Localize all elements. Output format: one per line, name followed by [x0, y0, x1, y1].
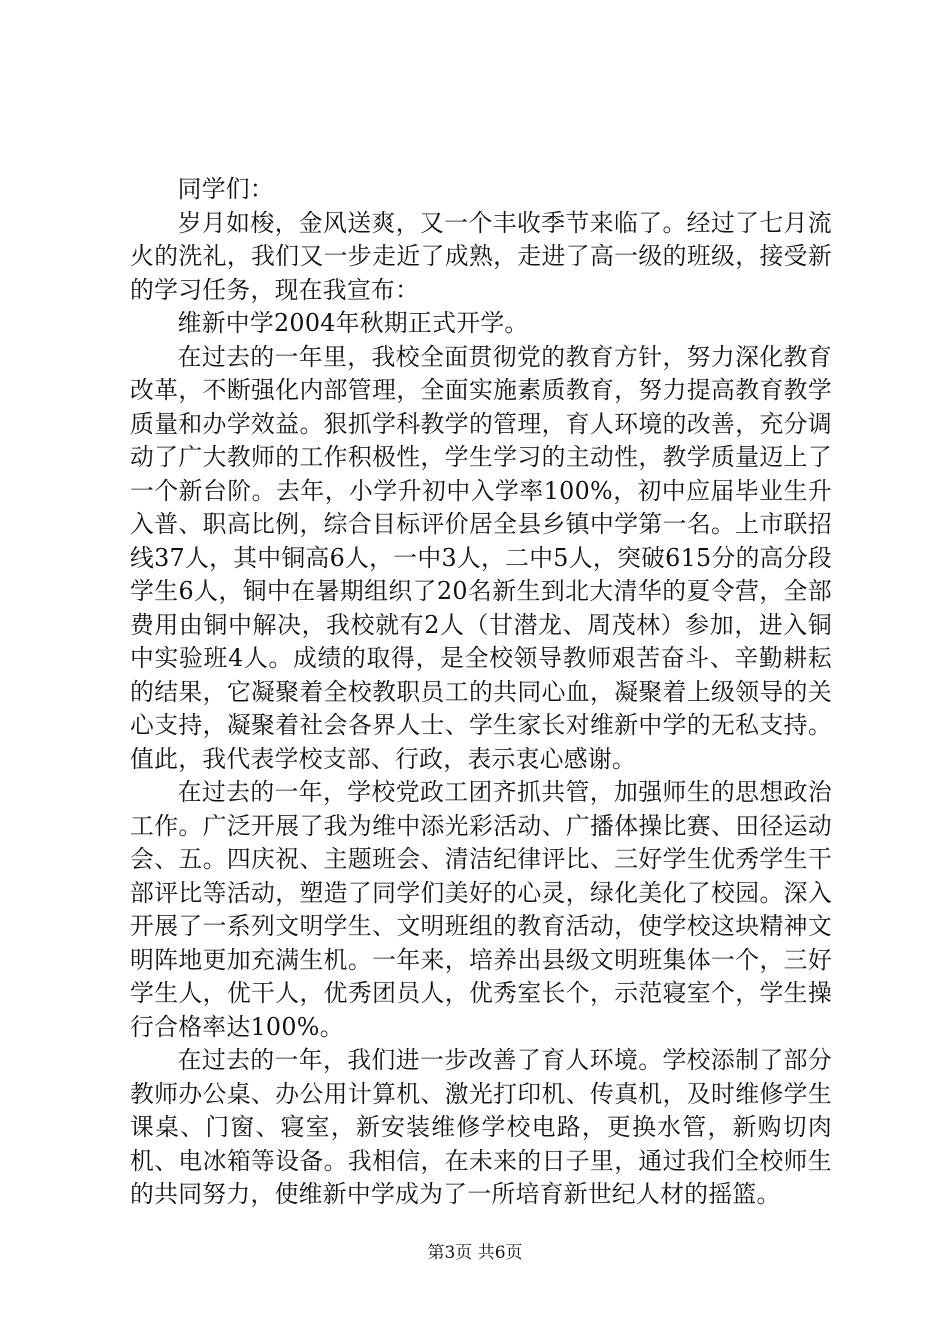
document-body [130, 173, 832, 1212]
paragraph-announcement: 维新中学2004年秋期正式开学。 [177, 309, 529, 337]
paragraph-opening: 岁月如梭，金风送爽，又一个丰收季节来临了。经过了七月流火的洗礼，我们又一步走近了成熟，走进了高一级的班级，接受新的学习任务，现在我宣布： [130, 208, 832, 304]
paragraph-achievements: 在过去的一年里，我校全面贯彻党的教育方针，努力深化教育改革，不断强化内部管理，全面实施素质教育，努力提高教育教学质量和办学效益。狠抓学科教学的管理，育人环境的改善，充分调动了广大教师的工作积极性，学生学习的主动性，教学质量迈上了一个新台阶。去年，小学升初中入学率100%，初中应届毕业生升入普、职高比例，综合目标评价居全县乡镇中学第一名。上市联招线37人，其中铜高6人，一中3人，二中5人，突破615分的高分段学生6人，铜中在暑期组织了20名新生到北大清华的夏令营，全部费用由铜中解决，我校就有2人（甘潜龙、周茂林）参加，进入铜中实验班4人。成绩的取得，是全校领导教师艰苦奋斗、辛勤耕耘的结果，它凝聚着全校教职员工的共同心血，凝聚着上级领导的关心支持，凝聚着社会各界人士、学生家长对维新中学的无私支持。值此，我代表学校支部、行政，表示衷心感谢。 [130, 342, 832, 773]
page-number-footer: 第3页 共6页 [427, 1243, 523, 1263]
paragraph-environment: 在过去的一年，我们进一步改善了育人环境。学校添制了部分教师办公桌、办公用计算机、激光打印机、传真机，及时维修学生课桌、门窗、寝室，新安装维修学校电路，更换水管，新购切肉机、电冰箱等设备。我相信，在未来的日子里，通过我们全校师生的共同努力，使维新中学成为了一所培育新世纪人材的摇篮。 [130, 1046, 832, 1208]
paragraph-moral-education: 在过去的一年，学校党政工团齐抓共管，加强师生的思想政治工作。广泛开展了我为维中添光彩活动、广播体操比赛、田径运动会、五。四庆祝、主题班会、清洁纪律评比、三好学生优秀学生干部评比等活动，塑造了同学们美好的心灵，绿化美化了校园。深入开展了一系列文明学生、文明班组的教育活动，使学校这块精神文明阵地更加充满生机。一年来，培养出县级文明班集体一个，三好学生人，优干人，优秀团员人，优秀室长个，示范寝室个，学生操行合格率达100%。 [130, 778, 832, 1041]
paragraph-salutation: 同学们： [177, 175, 274, 203]
